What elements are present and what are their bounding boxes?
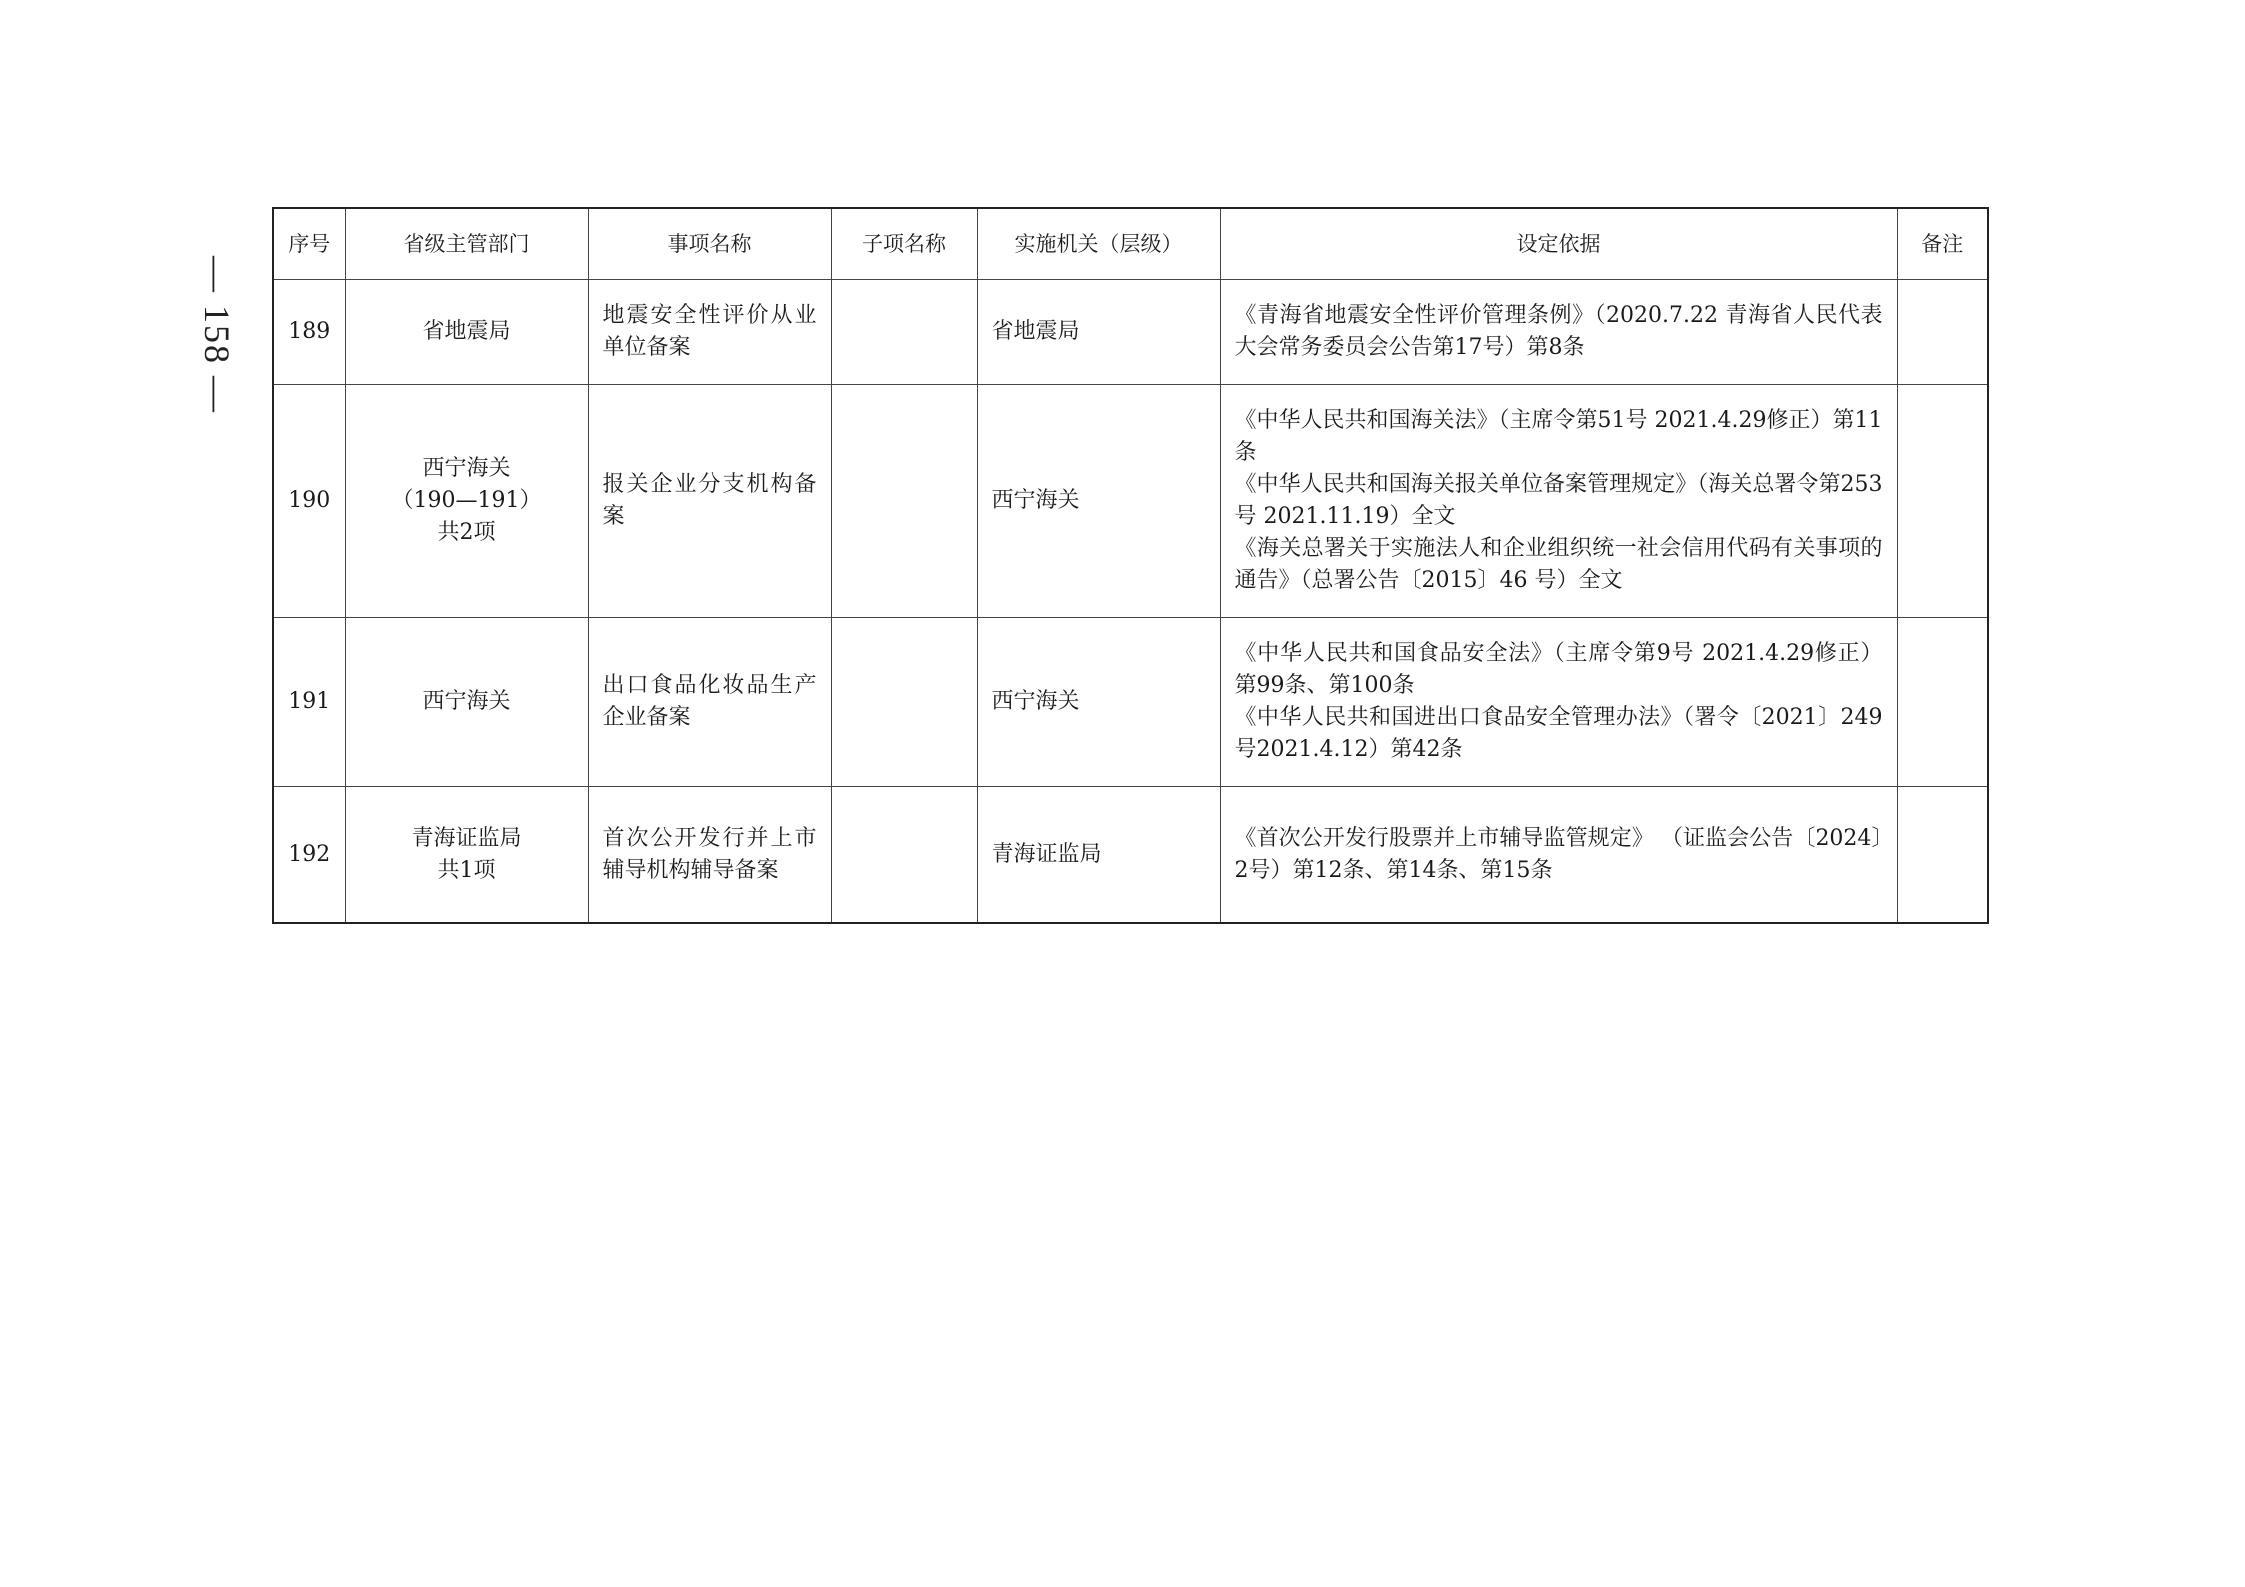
basis-line: 《青海省地震安全性评价管理条例》（2020.7.22 青海省人民代表大会常务委员会公告第17号）第8条 bbox=[1234, 303, 1883, 360]
header-basis: 设定依据 bbox=[1220, 208, 1897, 280]
header-remark: 备注 bbox=[1897, 208, 1988, 280]
dept-line: 西宁海关 bbox=[422, 456, 511, 481]
cell-item: 报关企业分支机构备案 bbox=[588, 385, 831, 618]
cell-seq: 191 bbox=[273, 618, 345, 787]
header-item: 事项名称 bbox=[588, 208, 831, 280]
filing-items-table bbox=[272, 207, 1989, 924]
basis-line: 《中华人民共和国进出口食品安全管理办法》（署令〔2021〕249号2021.4.12）第42条 bbox=[1234, 705, 1883, 762]
table-row bbox=[273, 787, 1988, 924]
basis-line: 《中华人民共和国海关法》（主席令第51号 2021.4.29修正）第11条 bbox=[1234, 408, 1883, 465]
cell-item: 首次公开发行并上市辅导机构辅导备案 bbox=[588, 787, 831, 924]
cell-agency: 西宁海关 bbox=[977, 385, 1220, 618]
cell-seq: 189 bbox=[273, 280, 345, 385]
cell-sub-item bbox=[831, 787, 977, 924]
dept-line: 省地震局 bbox=[422, 319, 511, 344]
cell-remark bbox=[1897, 385, 1988, 618]
page-number bbox=[192, 245, 242, 425]
header-sub-item: 子项名称 bbox=[831, 208, 977, 280]
basis-line: 《海关总署关于实施法人和企业组织统一社会信用代码有关事项的通告》（总署公告〔2015〕46 号）全文 bbox=[1234, 536, 1883, 593]
basis-line: 《首次公开发行股票并上市辅导监管规定》 （证监会公告〔2024〕2号）第12条、第14条、第15条 bbox=[1234, 825, 1883, 883]
header-dept: 省级主管部门 bbox=[345, 208, 588, 280]
cell-remark bbox=[1897, 280, 1988, 385]
cell-remark bbox=[1897, 618, 1988, 787]
basis-line: 《中华人民共和国海关报关单位备案管理规定》（海关总署令第253号 2021.11.19）全文 bbox=[1234, 472, 1883, 529]
basis-line: 《中华人民共和国食品安全法》（主席令第9号 2021.4.29修正）第99条、第100条 bbox=[1234, 641, 1883, 698]
header-agency: 实施机关（层级） bbox=[977, 208, 1220, 280]
cell-sub-item bbox=[831, 280, 977, 385]
cell-sub-item bbox=[831, 618, 977, 787]
dept-line: 共2项 bbox=[437, 520, 496, 545]
dept-line: 西宁海关 bbox=[422, 689, 511, 714]
cell-item: 地震安全性评价从业单位备案 bbox=[588, 280, 831, 385]
dept-line: 青海证监局 bbox=[411, 825, 522, 851]
cell-basis bbox=[1220, 787, 1897, 924]
cell-agency: 西宁海关 bbox=[977, 618, 1220, 787]
cell-seq: 190 bbox=[273, 385, 345, 618]
cell-dept bbox=[345, 280, 588, 385]
table-row bbox=[273, 385, 1988, 618]
cell-basis bbox=[1220, 618, 1897, 787]
cell-sub-item bbox=[831, 385, 977, 618]
page-number-text: — 158 — bbox=[197, 256, 237, 414]
dept-line: （190—191） bbox=[391, 488, 542, 513]
cell-seq: 192 bbox=[273, 787, 345, 924]
cell-basis bbox=[1220, 280, 1897, 385]
cell-remark bbox=[1897, 787, 1988, 924]
header-seq: 序号 bbox=[273, 208, 345, 280]
table-row bbox=[273, 280, 1988, 385]
cell-dept bbox=[345, 787, 588, 924]
table-header-row bbox=[273, 208, 1988, 280]
cell-dept bbox=[345, 618, 588, 787]
table-row bbox=[273, 618, 1988, 787]
cell-item: 出口食品化妆品生产企业备案 bbox=[588, 618, 831, 787]
cell-agency: 省地震局 bbox=[977, 280, 1220, 385]
cell-agency: 青海证监局 bbox=[977, 787, 1220, 924]
cell-basis bbox=[1220, 385, 1897, 618]
cell-dept bbox=[345, 385, 588, 618]
dept-line: 共1项 bbox=[437, 857, 496, 883]
